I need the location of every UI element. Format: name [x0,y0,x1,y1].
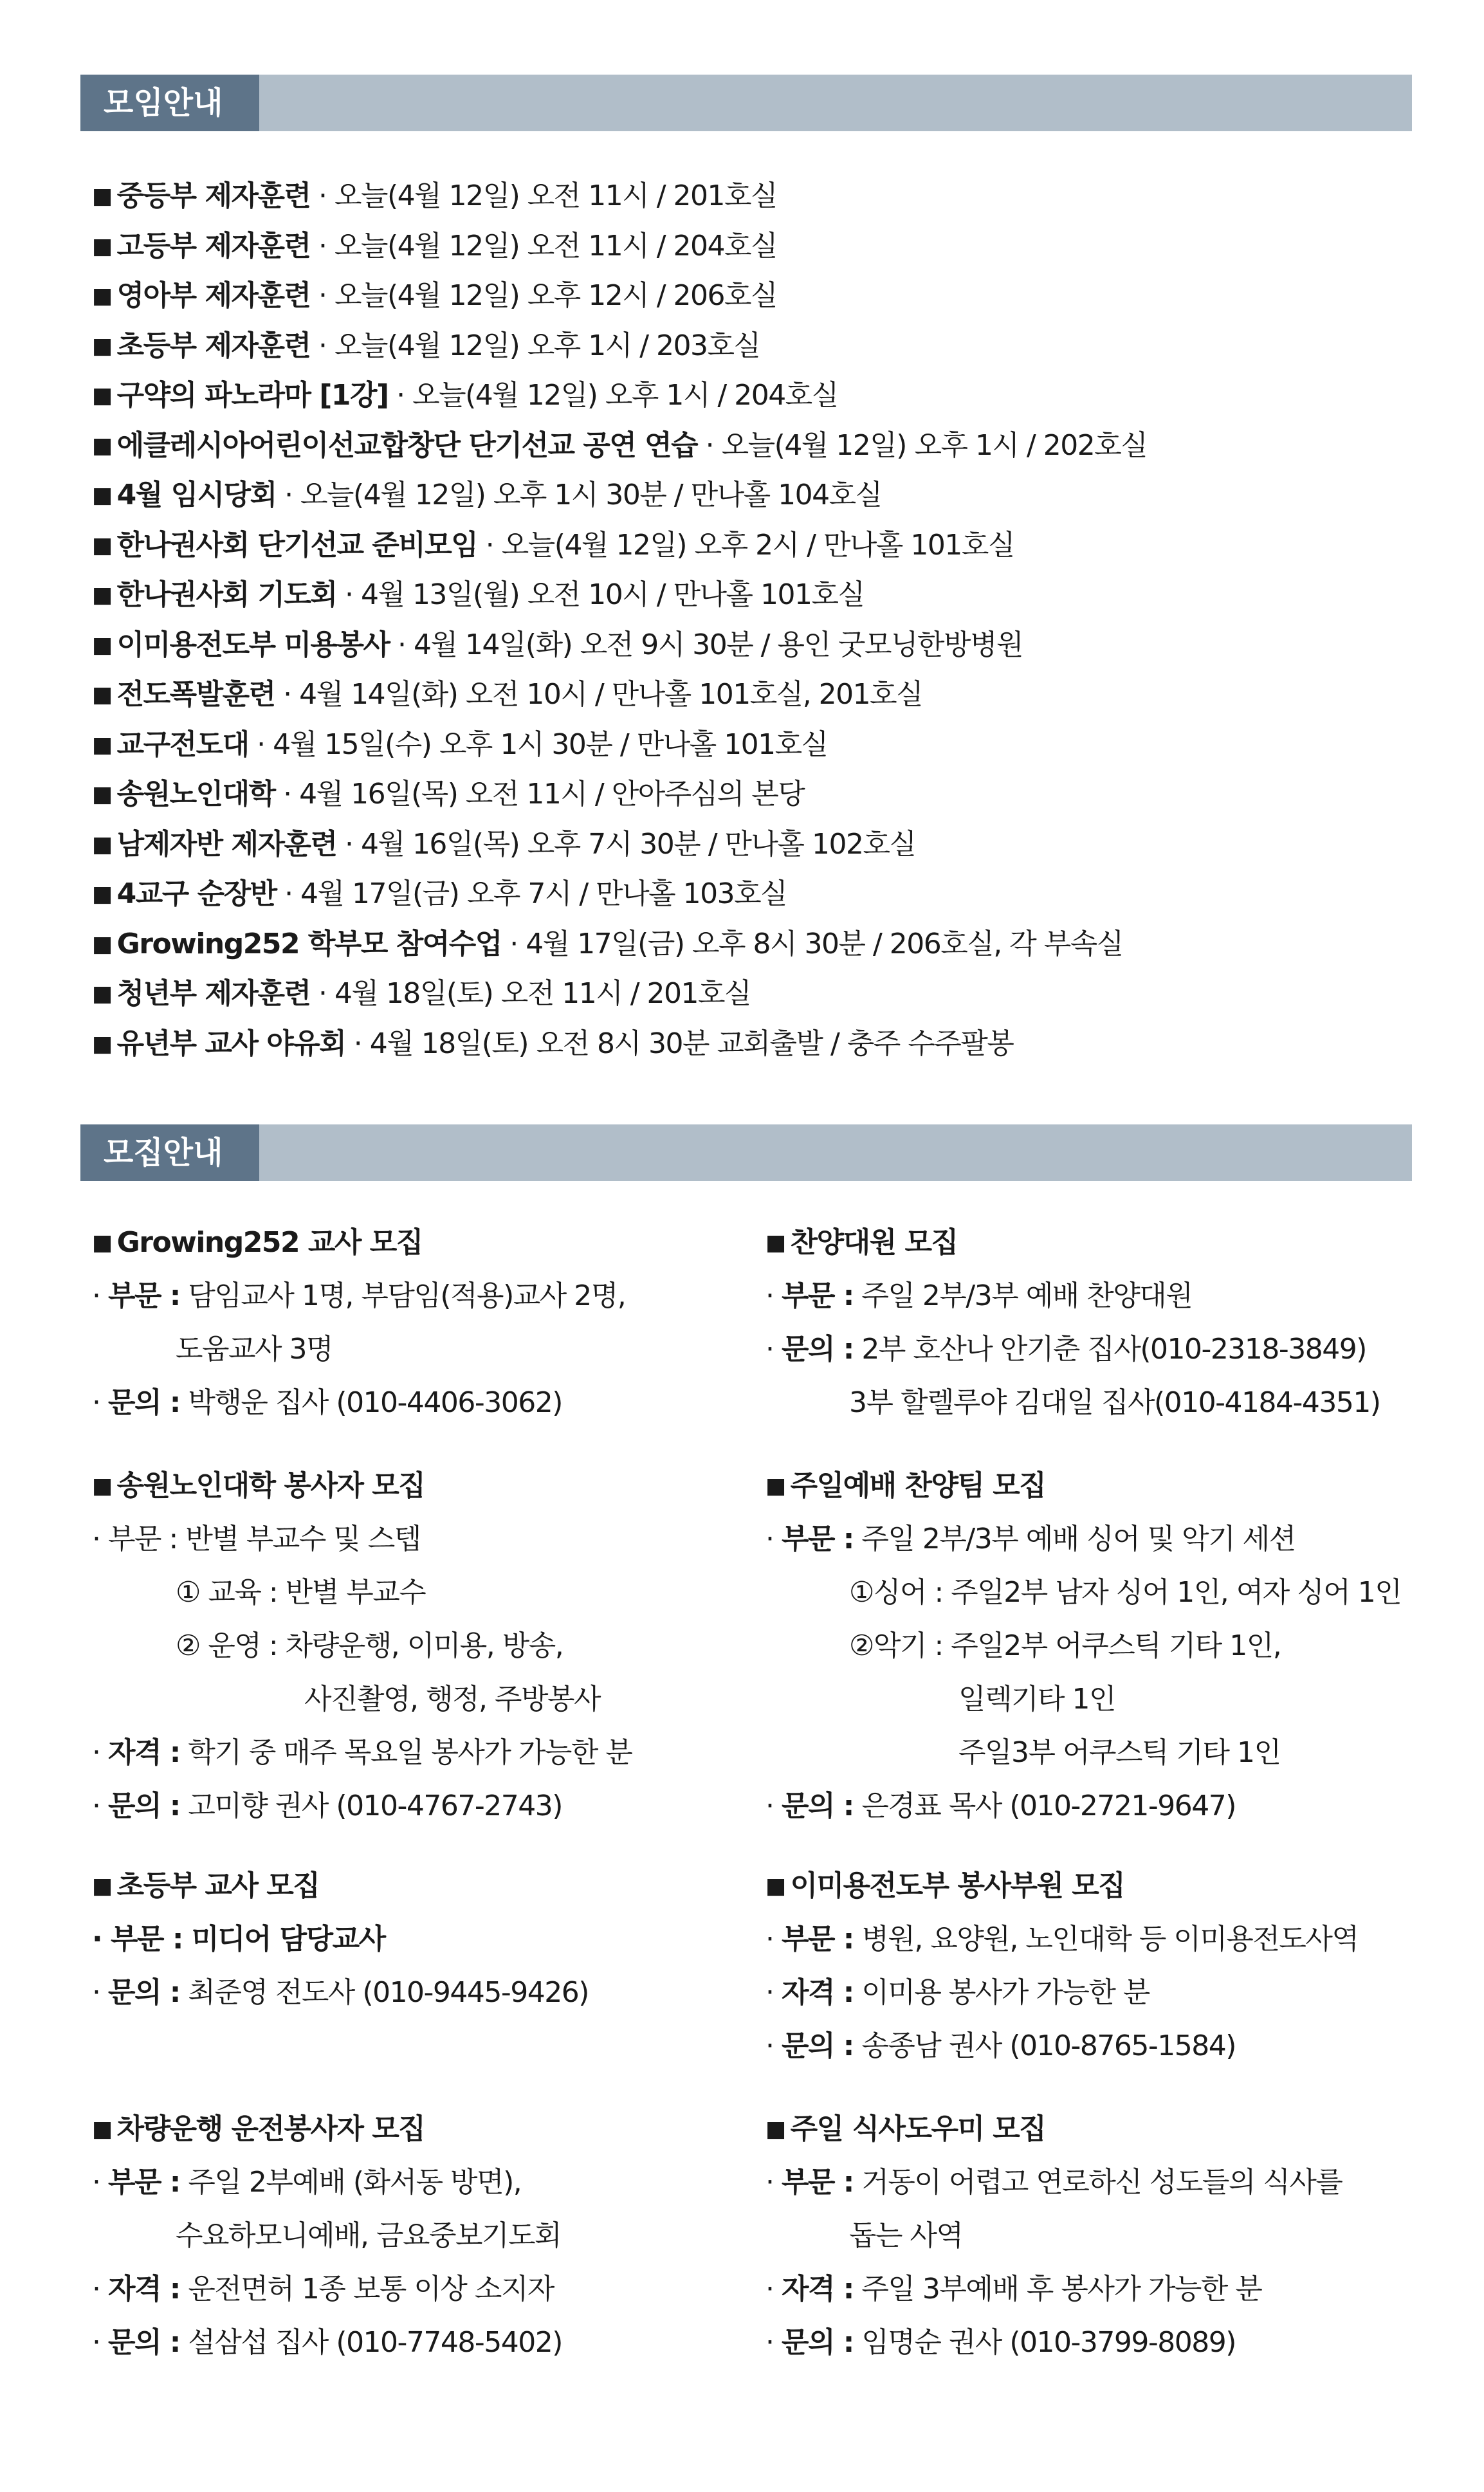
recruit-dept-row: · 부문 : 주일 2부예배 (화서동 방면), [92,2166,522,2199]
separator-dot: · [310,179,334,212]
meeting-item [92,520,1404,571]
recruit-sub-cont: 주일3부 어쿠스틱 기타 1인 [958,1736,1281,1769]
meeting-item-details: 오늘(4월 12일) 오후 1시 / 202호실 [721,428,1148,462]
meeting-item-title: Growing252 학부모 참여수업 [116,927,502,960]
meeting-item-title: 유년부 교사 야유회 [116,1027,346,1060]
recruit-songwon-volunteer [92,1459,632,1833]
recruit-contact-row: · 문의 : 고미향 권사 (010-4767-2743) [92,1790,562,1822]
bullet-square-icon: ■ [765,1473,785,1499]
meeting-item-details: 오늘(4월 12일) 오후 1시 / 203호실 [334,329,760,362]
recruit-contact-row: · 문의 : 설삼섭 집사 (010-7748-5402) [92,2326,562,2359]
bullet-square-icon: ■ [92,383,112,408]
bullet-square-icon: ■ [92,782,112,807]
meeting-item-title: 초등부 제자훈련 [116,329,311,362]
meeting-item-title: 4월 임시당회 [116,479,277,511]
bullet-square-icon: ■ [92,1230,112,1256]
meeting-item-title: 남제자반 제자훈련 [116,827,337,861]
meeting-item-details: 4월 16일(목) 오전 11시 / 안아주심의 본당 [299,778,805,811]
meeting-item-details: 오늘(4월 12일) 오전 11시 / 201호실 [334,179,778,212]
separator-dot: · [310,279,334,312]
bullet-square-icon: ■ [92,333,112,359]
meeting-item [92,570,1404,620]
bullet-square-icon: ■ [92,582,112,608]
bullet-square-icon: ■ [92,731,112,758]
recruit-title: ■ 차량운행 운전봉사자 모집 [92,2112,425,2145]
recruit-title: ■ 송원노인대학 봉사자 모집 [92,1469,425,1502]
meeting-item-details: 4월 14일(화) 오전 10시 / 만나홀 101호실, 201호실 [299,678,923,711]
separator-dot: · [336,827,361,861]
separator-dot: · [276,877,301,910]
recruit-sub-row: ① 교육 : 반별 부교수 [176,1576,426,1609]
recruit-sub-row: ②악기 : 주일2부 어쿠스틱 기타 1인, [849,1629,1281,1662]
recruit-title: ■ 초등부 교사 모집 [92,1869,320,1902]
meeting-item [92,470,1404,520]
separator-dot: · [276,479,301,511]
bullet-square-icon: ■ [92,1031,112,1057]
separator-dot: · [248,728,273,761]
recruit-sub-row: ② 운영 : 차량운행, 이미용, 방송, [176,1629,563,1662]
bullet-square-icon: ■ [92,831,112,857]
meeting-item-title: 이미용전도부 미용봉사 [116,628,390,661]
separator-dot: · [389,628,414,661]
bullet-square-icon: ■ [92,981,112,1007]
recruit-title: ■ 이미용전도부 봉사부원 모집 [765,1869,1125,1902]
meeting-item-details: 4월 17일(금) 오후 8시 30분 / 206호실, 각 부속실 [526,927,1123,960]
separator-dot: · [336,578,361,611]
bullet-square-icon: ■ [92,682,112,708]
recruit-dept-cont: 돕는 사역 [849,2219,963,2252]
meeting-item-details: 4월 18일(토) 오전 8시 30분 교회출발 / 충주 수주팔봉 [369,1027,1014,1060]
meeting-item-title: 한나권사회 단기선교 준비모임 [116,528,478,562]
meeting-item-title: 구약의 파노라마 [1강] [116,379,389,412]
recruit-sub-row: ①싱어 : 주일2부 남자 싱어 1인, 여자 싱어 1인 [849,1576,1402,1609]
meeting-item-title: 한나권사회 기도회 [116,578,337,611]
meeting-item-details: 오늘(4월 12일) 오후 12시 / 206호실 [334,279,778,312]
separator-dot: · [501,927,526,960]
separator-dot: · [697,428,722,462]
recruit-growing-teacher [92,1216,625,1429]
meeting-item [92,869,1404,919]
bullet-square-icon: ■ [92,283,112,309]
recruit-dept-row: · 부문 : 주일 2부/3부 예배 싱어 및 악기 세션 [765,1523,1296,1555]
meeting-item [92,670,1404,720]
recruit-contact-cont: 3부 할렐루야 김대일 집사(010-4184-4351) [849,1386,1380,1419]
meeting-item [92,421,1404,471]
bullet-square-icon: ■ [92,482,112,508]
recruit-contact-row: · 문의 : 임명순 권사 (010-3799-8089) [765,2326,1236,2359]
recruit-dept-row: · 부문 : 미디어 담당교사 [92,1923,385,1956]
recruit-heading: 모집안내 [80,1124,259,1181]
meeting-item [92,221,1404,271]
recruit-choir [765,1216,1380,1429]
bullet-square-icon: ■ [92,2116,112,2142]
recruit-title: ■ 주일 식사도우미 모집 [765,2112,1046,2145]
bullet-square-icon: ■ [92,1473,112,1499]
recruit-elementary-teacher [92,1859,589,2019]
bullet-square-icon: ■ [92,432,112,459]
bullet-square-icon: ■ [765,1230,785,1256]
meeting-item [92,271,1404,321]
meeting-item-title: 청년부 제자훈련 [116,977,311,1010]
meeting-item-title: 송원노인대학 [116,778,275,811]
meeting-item-details: 4월 17일(금) 오후 7시 / 만나홀 103호실 [300,877,787,910]
recruit-contact-row: · 문의 : 은경표 목사 (010-2721-9647) [765,1790,1236,1822]
recruit-contact-row: · 문의 : 최준영 전도사 (010-9445-9426) [92,1976,589,2009]
meeting-item-title: 중등부 제자훈련 [116,179,311,212]
bullet-square-icon: ■ [765,1873,785,1899]
recruit-dept-row: · 부문 : 거동이 어렵고 연로하신 성도들의 식사를 [765,2166,1342,2199]
meeting-item-details: 오늘(4월 12일) 오후 1시 30분 / 만나홀 104호실 [300,479,882,511]
recruit-title: ■ 찬양대원 모집 [765,1226,958,1259]
meeting-item-title: 영아부 제자훈련 [116,279,311,312]
recruit-qual-row: · 자격 : 주일 3부예배 후 봉사가 가능한 분 [765,2273,1262,2305]
recruit-title: ■ Growing252 교사 모집 [92,1226,423,1259]
meeting-item [92,620,1404,670]
bullet-square-icon: ■ [92,233,112,259]
bullet-square-icon: ■ [92,183,112,209]
recruit-contact-row: · 문의 : 박행운 집사 (010-4406-3062) [92,1386,562,1419]
meeting-item-title: 고등부 제자훈련 [116,229,311,262]
meeting-item-details: 4월 16일(목) 오후 7시 30분 / 만나홀 102호실 [360,827,916,861]
meeting-section-bar [80,75,1412,131]
recruit-sub-cont: 일렉기타 1인 [958,1683,1115,1716]
recruit-qual-row: · 자격 : 운전면허 1종 보통 이상 소지자 [92,2273,554,2305]
meeting-item-details: 4월 18일(토) 오전 11시 / 201호실 [334,977,751,1010]
meeting-item-details: 오늘(4월 12일) 오후 1시 / 204호실 [412,379,838,412]
meeting-item-details: 4월 15일(수) 오후 1시 30분 / 만나홀 101호실 [273,728,828,761]
recruit-qual-row: · 자격 : 이미용 봉사가 가능한 분 [765,1976,1150,2009]
recruit-dept-row: · 부문 : 반별 부교수 및 스텝 [92,1523,421,1555]
separator-dot: · [310,229,334,262]
meeting-item-title: 4교구 순장반 [116,877,277,910]
recruit-contact-row: · 문의 : 송종남 권사 (010-8765-1584) [765,2029,1236,2062]
separator-dot: · [388,379,413,412]
bullet-square-icon: ■ [92,881,112,907]
meeting-item [92,919,1404,969]
recruit-meal-helper [765,2102,1342,2369]
meeting-item [92,1019,1404,1069]
meeting-item [92,969,1404,1019]
recruit-dept-row: · 부문 : 병원, 요양원, 노인대학 등 이미용전도사역 [765,1923,1359,1956]
recruit-dept-cont: 수요하모니예배, 금요중보기도회 [176,2219,562,2252]
recruit-title: ■ 주일예배 찬양팀 모집 [765,1469,1046,1502]
recruit-driver-volunteer [92,2102,562,2369]
recruit-dept-row: · 부문 : 담임교사 1명, 부담임(적용)교사 2명, [92,1279,626,1312]
meeting-item-details: 오늘(4월 12일) 오전 11시 / 204호실 [334,229,778,262]
meeting-item-title: 에클레시아어린이선교합창단 단기선교 공연 연습 [116,428,698,462]
meeting-item [92,171,1404,221]
recruit-sub-cont: 사진촬영, 행정, 주방봉사 [304,1683,600,1716]
separator-dot: · [477,528,502,562]
separator-dot: · [275,678,300,711]
recruit-beauty-volunteer [765,1859,1358,2073]
meeting-item [92,321,1404,371]
separator-dot: · [275,778,300,811]
recruit-dept-row: · 부문 : 주일 2부/3부 예배 찬양대원 [765,1279,1193,1312]
meeting-item-details: 4월 14일(화) 오전 9시 30분 / 용인 굿모닝한방병원 [413,628,1023,661]
meeting-item-title: 전도폭발훈련 [116,678,275,711]
separator-dot: · [345,1027,370,1060]
meeting-item [92,720,1404,770]
recruit-dept-cont: 도움교사 3명 [176,1333,333,1366]
meeting-item [92,371,1404,421]
meeting-item [92,769,1404,820]
meeting-item [92,820,1404,870]
recruit-section-bar [80,1124,1412,1181]
recruit-contact-row: · 문의 : 2부 호산나 안기춘 집사(010-2318-3849) [765,1333,1366,1366]
meeting-heading: 모임안내 [80,75,259,131]
separator-dot: · [310,977,334,1010]
bullet-square-icon: ■ [92,532,112,558]
bullet-square-icon: ■ [92,931,112,957]
recruit-worship-team [765,1459,1401,1833]
bullet-square-icon: ■ [765,2116,785,2142]
meeting-list [92,171,1404,1068]
bullet-square-icon: ■ [92,1873,112,1899]
recruit-qual-row: · 자격 : 학기 중 매주 목요일 봉사가 가능한 분 [92,1736,632,1769]
meeting-item-details: 4월 13일(월) 오전 10시 / 만나홀 101호실 [360,578,865,611]
meeting-item-details: 오늘(4월 12일) 오후 2시 / 만나홀 101호실 [501,528,1014,562]
separator-dot: · [310,329,334,362]
meeting-item-title: 교구전도대 [116,728,249,761]
bullet-square-icon: ■ [92,632,112,658]
